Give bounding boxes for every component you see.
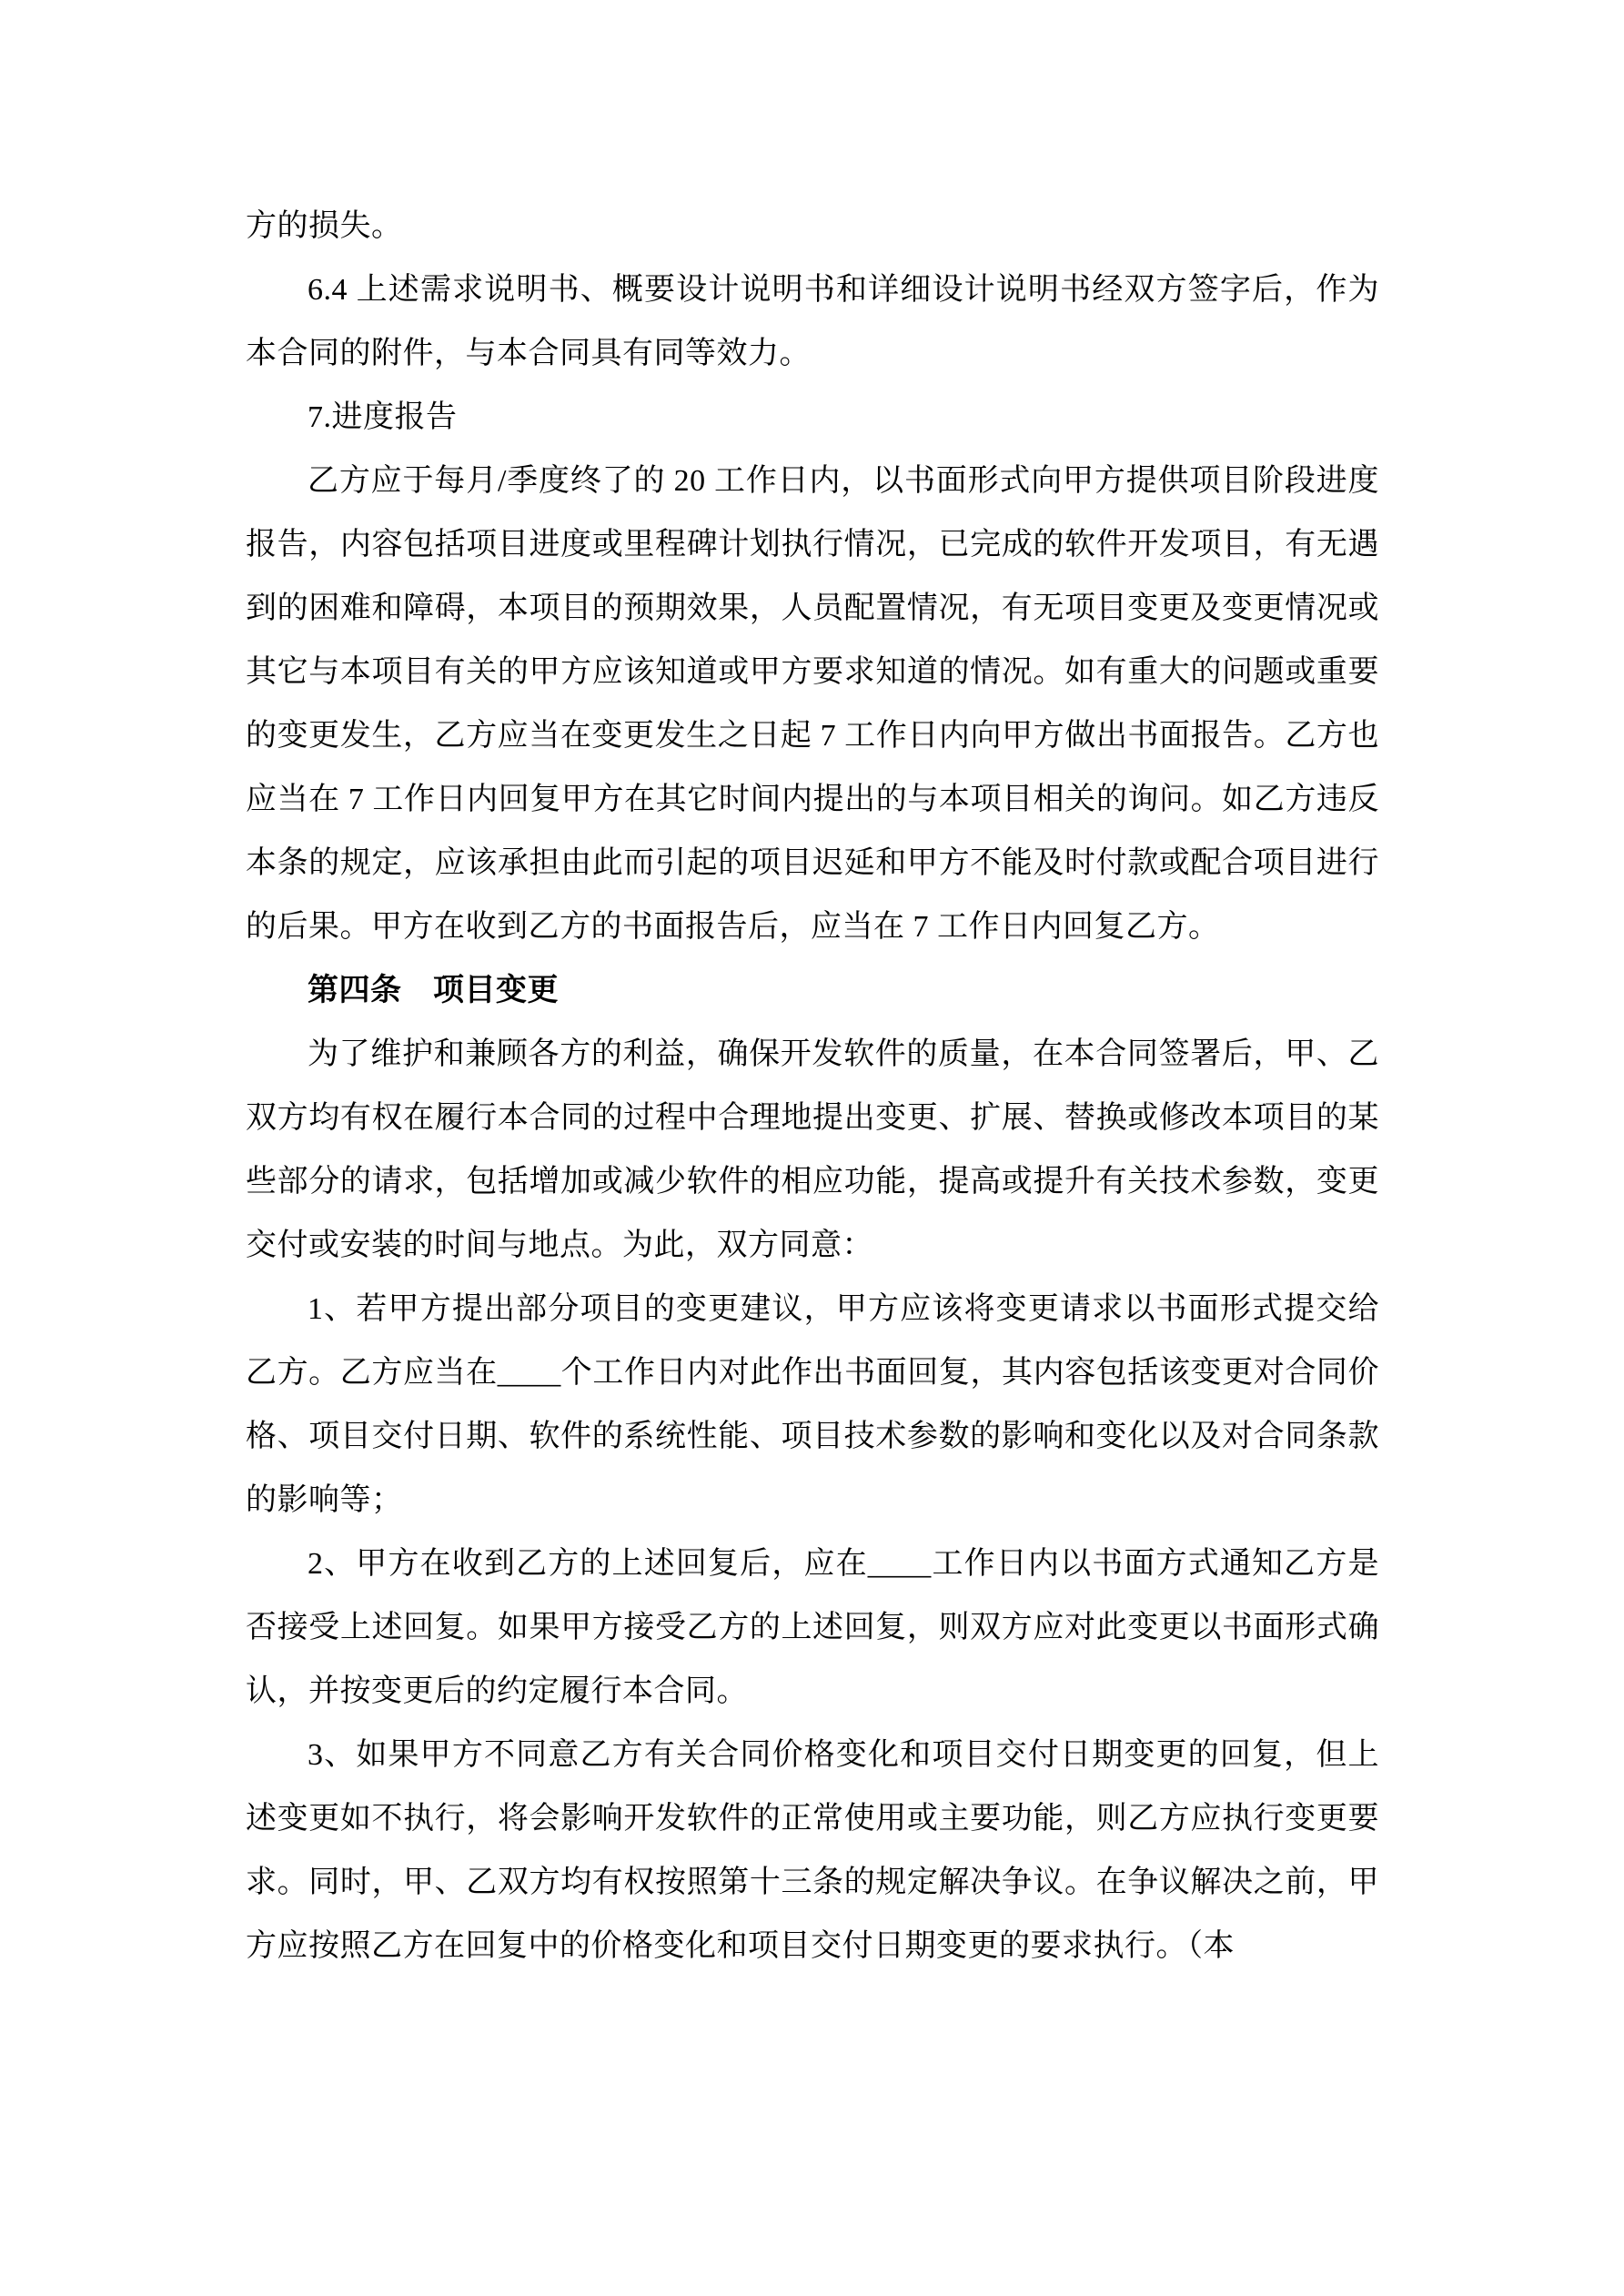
clause-7-title: 7.进度报告 [308,400,458,434]
clause-6-4-paragraph: 6.4 上述需求说明书、概要设计说明书和详细设计说明书经双方签字后，作为本合同的附件，与本合同具有同等效力。 [246,273,1379,370]
article-4-item-3-paragraph: 3、如果甲方不同意乙方有关合同价格变化和项目交付日期变更的回复，但上述变更如不执行，将会影响开发软件的正常使用或主要功能，则乙方应执行变更要求。同时，甲、乙双方均有权按照第十三条的规定解决争议。在争议解决之前，甲方应按照乙方在回复中的价格变化和项目交付日期变更的要求执行。（本 [246,1738,1379,1963]
article-4-item-2-paragraph: 2、甲方在收到乙方的上述回复后，应在____工作日内以书面方式通知乙方是否接受上述回复。如果甲方接受乙方的上述回复，则双方应对此变更以书面形式确认，并按变更后的约定履行本合同。 [246,1547,1379,1708]
article-4-item-1-paragraph: 1、若甲方提出部分项目的变更建议，甲方应该将变更请求以书面形式提交给乙方。乙方应当在____个工作日内对此作出书面回复，其内容包括该变更对合同价格、项目交付日期、软件的系统性能、项目技术参数的影响和变化以及对合同条款的影响等； [246,1292,1379,1517]
article-4-heading: 第四条 项目变更 [308,974,559,1007]
paragraph-continuation: 方的损失。 [246,209,403,243]
article-4-intro-paragraph: 为了维护和兼顾各方的利益，确保开发软件的质量，在本合同签署后，甲、乙双方均有权在履行本合同的过程中合理地提出变更、扩展、替换或修改本项目的某些部分的请求，包括增加或减少软件的相应功能，提高或提升有关技术参数，变更交付或安装的时间与地点。为此，双方同意： [246,1037,1379,1262]
clause-7-body-paragraph: 乙方应于每月/季度终了的 20 工作日内，以书面形式向甲方提供项目阶段进度报告，内容包括项目进度或里程碑计划执行情况，已完成的软件开发项目，有无遇到的困难和障碍，本项目的预期效果，人员配置情况，有无项目变更及变更情况或其它与本项目有关的甲方应该知道或甲方要求知道的情况。如有重大的问题或重要的变更发生，乙方应当在变更发生之日起 7 工作日内向甲方做出书面报告。乙方也应当在 7 工作日内回复甲方在其它时间内提出的与本项目相关的询问。如乙方违反本条的规定，应该承担由此而引起的项目迟延和甲方不能及时付款或配合项目进行的后果。甲方在收到乙方的书面报告后，应当在 7 工作日内回复乙方。 [246,464,1379,944]
document-page [246,195,1379,1978]
